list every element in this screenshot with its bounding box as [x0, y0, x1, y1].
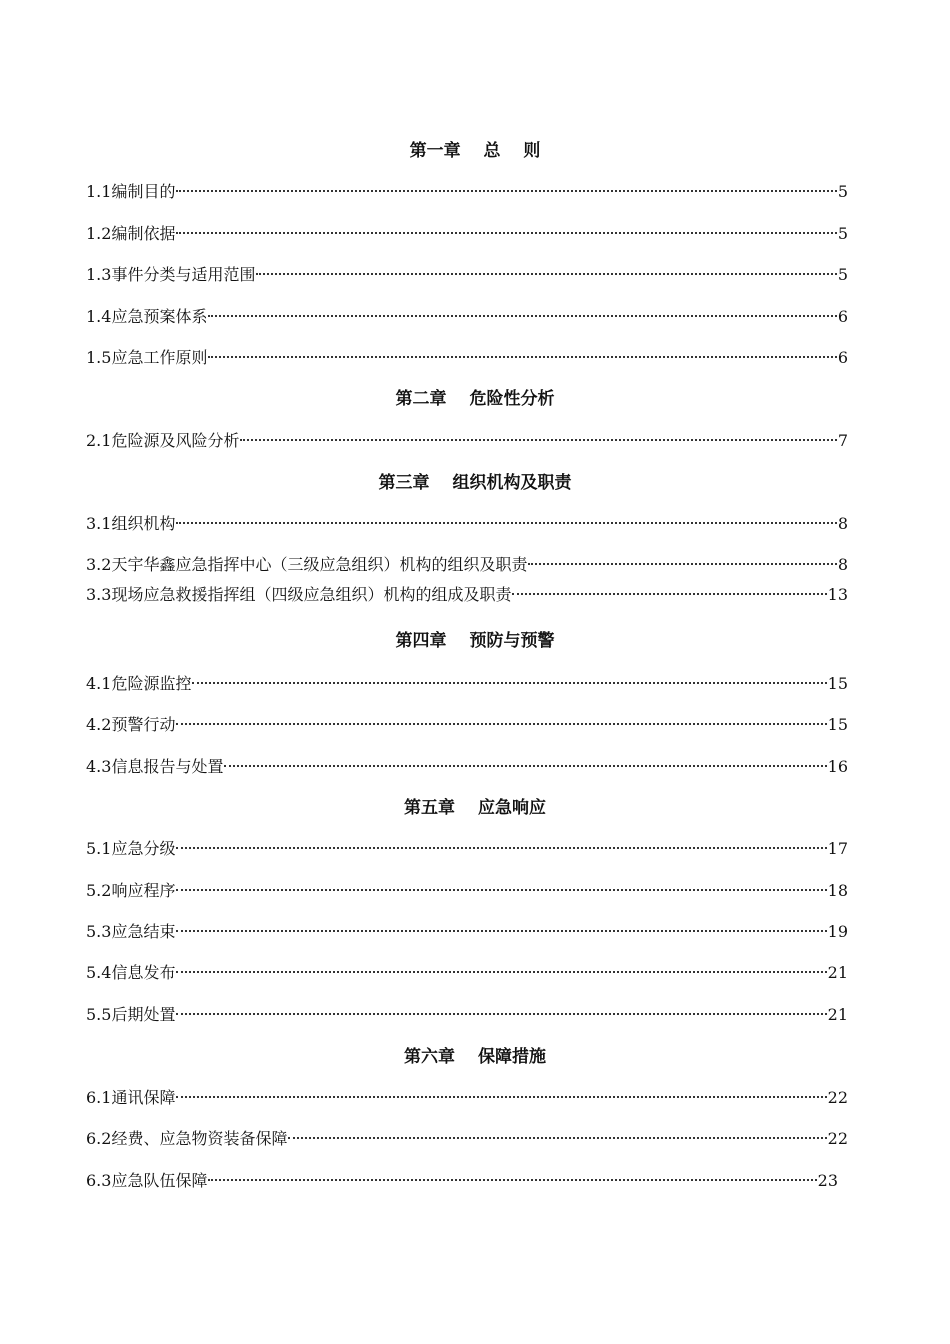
entry-page-number: 18 [827, 881, 848, 900]
dot-leader [176, 522, 836, 524]
entry-page-number: 13 [827, 585, 848, 604]
dot-leader [288, 1137, 826, 1139]
chapter-heading: 第二章 危险性分析 [395, 389, 555, 409]
toc-entry[interactable] [86, 673, 848, 695]
entry-label: 3.3现场应急救援指挥组（四级应急组织）机构的组成及职责 [86, 585, 512, 604]
dot-leader [192, 682, 826, 684]
entry-page-number: 6 [837, 348, 848, 367]
dot-leader [176, 930, 826, 932]
entry-label: 1.4应急预案体系 [86, 307, 208, 326]
entry-label: 6.2经费、应急物资装备保障 [86, 1129, 288, 1148]
toc-entry[interactable] [86, 513, 848, 535]
entry-page-number: 7 [837, 431, 848, 450]
entry-label: 5.2响应程序 [86, 881, 176, 900]
toc-entry[interactable] [86, 1087, 848, 1109]
dot-leader [176, 232, 836, 234]
chapter-heading: 第五章 应急响应 [404, 798, 546, 818]
entry-page-number: 6 [837, 307, 848, 326]
dot-leader [176, 847, 826, 849]
entry-label: 1.1编制目的 [86, 182, 176, 201]
dot-leader [208, 1179, 816, 1181]
toc-entry[interactable] [86, 756, 848, 778]
dot-leader [176, 723, 826, 725]
entry-label: 4.1危险源监控 [86, 674, 192, 693]
entry-label: 1.5应急工作原则 [86, 348, 208, 367]
dot-leader [176, 889, 826, 891]
entry-page-number: 21 [827, 963, 848, 982]
chapter-heading: 第四章 预防与预警 [395, 631, 555, 651]
entry-page-number: 5 [837, 265, 848, 284]
entry-label: 6.1通讯保障 [86, 1088, 176, 1107]
entry-label: 5.4信息发布 [86, 963, 176, 982]
entry-page-number: 15 [827, 674, 848, 693]
toc-entry[interactable] [86, 921, 848, 943]
dot-leader [240, 439, 836, 441]
entry-label: 6.3应急队伍保障 [86, 1171, 208, 1190]
entry-label: 5.1应急分级 [86, 839, 176, 858]
toc-entry[interactable] [86, 584, 848, 606]
entry-label: 1.3事件分类与适用范围 [86, 265, 256, 284]
toc-entry[interactable] [86, 306, 848, 328]
toc-entry[interactable] [86, 838, 848, 860]
entry-label: 2.1危险源及风险分析 [86, 431, 240, 450]
toc-entry[interactable] [86, 181, 848, 203]
toc-entry[interactable] [86, 1128, 848, 1150]
entry-label: 4.2预警行动 [86, 715, 176, 734]
chapter-heading: 第六章 保障措施 [404, 1047, 546, 1067]
entry-page-number: 8 [837, 514, 848, 533]
entry-page-number: 16 [827, 757, 848, 776]
chapter-heading: 第一章 总 则 [409, 141, 541, 161]
entry-page-number: 23 [817, 1171, 838, 1190]
entry-page-number: 19 [827, 922, 848, 941]
toc-entry[interactable] [86, 554, 848, 576]
entry-label: 5.5后期处置 [86, 1005, 176, 1024]
dot-leader [256, 273, 836, 275]
toc-entry[interactable] [86, 962, 848, 984]
entry-label: 3.2天宇华鑫应急指挥中心（三级应急组织）机构的组织及职责 [86, 555, 528, 574]
toc-entry[interactable] [86, 1004, 848, 1026]
entry-page-number: 5 [837, 224, 848, 243]
entry-label: 3.1组织机构 [86, 514, 176, 533]
entry-label: 4.3信息报告与处置 [86, 757, 224, 776]
entry-page-number: 22 [827, 1088, 848, 1107]
toc-entry[interactable] [86, 430, 848, 452]
dot-leader [512, 593, 826, 595]
dot-leader [176, 971, 826, 973]
dot-leader [176, 1013, 826, 1015]
toc-entry[interactable] [86, 223, 848, 245]
entry-page-number: 22 [827, 1129, 848, 1148]
entry-label: 5.3应急结束 [86, 922, 176, 941]
toc-entry[interactable] [86, 264, 848, 286]
toc-entry[interactable] [86, 880, 848, 902]
dot-leader [224, 765, 826, 767]
dot-leader [208, 356, 836, 358]
entry-page-number: 17 [827, 839, 848, 858]
toc-entry[interactable] [86, 1170, 838, 1192]
toc-entry[interactable] [86, 714, 848, 736]
entry-page-number: 15 [827, 715, 848, 734]
entry-page-number: 21 [827, 1005, 848, 1024]
entry-page-number: 5 [837, 182, 848, 201]
entry-label: 1.2编制依据 [86, 224, 176, 243]
toc-entry[interactable] [86, 347, 848, 369]
dot-leader [528, 563, 836, 565]
dot-leader [176, 1096, 826, 1098]
chapter-heading: 第三章 组织机构及职责 [378, 473, 572, 493]
dot-leader [176, 190, 836, 192]
dot-leader [208, 315, 836, 317]
entry-page-number: 8 [837, 555, 848, 574]
